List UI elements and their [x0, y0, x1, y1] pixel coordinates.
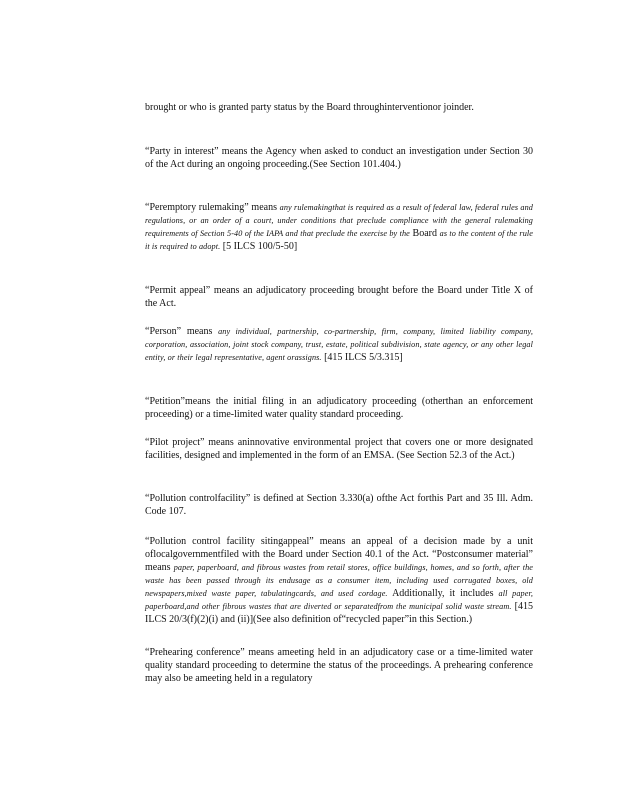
defined-term: “Party in interest” — [145, 146, 219, 157]
definition-pilot-project — [145, 436, 533, 462]
defined-term: “Pollution controlfacility” — [145, 493, 251, 504]
statutory-quote: any rulemakingthat is required as a result of federal law, federal rules and regulations, or an order of a court, under conditions that preclude compliance with the general rulemaking requirements of Section 5-40 of the IAPA and that preclude the exercise by the — [145, 203, 534, 238]
defined-term: “Permit appeal” — [145, 285, 211, 296]
definition-text: Board — [409, 228, 440, 239]
citation: [415 ILCS 20/3(f)(2)(i) and (ii)](See also definition of“recycled paper”in this Section.) — [145, 601, 533, 625]
definition-text: Additionally, it includes — [387, 588, 499, 599]
definition-prehearing-conference — [145, 646, 533, 685]
definition-pollution-control-facility — [145, 492, 533, 518]
definition-permit-appeal — [145, 284, 533, 310]
definition-text: means ameeting held in an adjudicatory case or a time-limited water quality standard proceeding to determine the status of the proceedings. A prehearing conference may also be ameeting held in a regulatory — [145, 647, 534, 684]
definition-text: means the Agency when asked to conduct an investigation under Section 30 of the Act during an ongoing proceeding.(See Section 101.404.) — [145, 146, 533, 170]
definition-person — [145, 325, 533, 364]
definition-petition — [145, 395, 533, 421]
definition-text: means — [248, 202, 280, 213]
citation: [5 ILCS 100/5-50] — [220, 241, 298, 252]
statutory-quote: paper, paperboard, and fibrous wastes from retail stores, office buildings, homes, and so forth, after the waste has been passed through its endusage as a consumer item, including used corrugated boxes, old newspapers,mixed waste paper, tabulatingcards, and used cordage. — [145, 563, 534, 598]
definition-text: means — [145, 562, 174, 573]
statutory-quote: as to the content of the rule it is required to adopt. — [145, 229, 533, 251]
definition-text: is defined at Section 3.330(a) ofthe Act forthis Part and 35 Ill. Adm. Code 107. — [145, 493, 534, 517]
definition-party-in-interest — [145, 145, 533, 171]
definition-text: means — [181, 326, 219, 337]
definition-text: means the initial filing in an adjudicatory proceeding (otherthan an enforcement proceeding) or a time-limited water quality standard proceeding. — [145, 396, 533, 420]
defined-term: “Pilot project” — [145, 437, 205, 448]
definition-pollution-control-siting-appeal — [145, 535, 533, 626]
defined-term: “Person” — [145, 326, 182, 337]
defined-term: “Petition” — [145, 396, 185, 407]
statutory-quote: any individual, partnership, co-partnership, firm, company, limited liability company, corporation, association, joint stock company, trust, estate, political subdivision, state agency, or any other legal entity, or their legal representative, agent orassigns. — [145, 327, 533, 362]
defined-term: “Pollution control facility sitingappeal” — [145, 536, 314, 547]
definition-peremptory-rulemaking — [145, 201, 533, 253]
paragraph-continuation — [145, 101, 533, 114]
citation: [415 ILCS 5/3.315] — [321, 352, 403, 363]
statutory-quote: all paper, paperboard,and other fibrous wastes that are diverted or separatedfrom the municipal solid waste stream. — [145, 589, 533, 611]
defined-term: “Prehearing conference” — [145, 647, 245, 658]
defined-term: “Postconsumer material” — [432, 549, 533, 560]
defined-term: “Peremptory rulemaking” — [145, 202, 249, 213]
definition-text: means aninnovative environmental project that covers one or more designated facilities, designed and implemented in the form of an EMSA. (See Section 52.3 of the Act.) — [145, 437, 533, 461]
definition-text: means an appeal of a decision made by a unit oflocalgovernmentfiled with the Board under Section 40.1 of the Act. — [145, 536, 533, 560]
paragraph-text: brought or who is granted party status by the Board throughinterventionor joinder. — [145, 102, 474, 113]
definition-text: means an adjudicatory proceeding brought before the Board under Title X of the Act. — [145, 285, 533, 309]
